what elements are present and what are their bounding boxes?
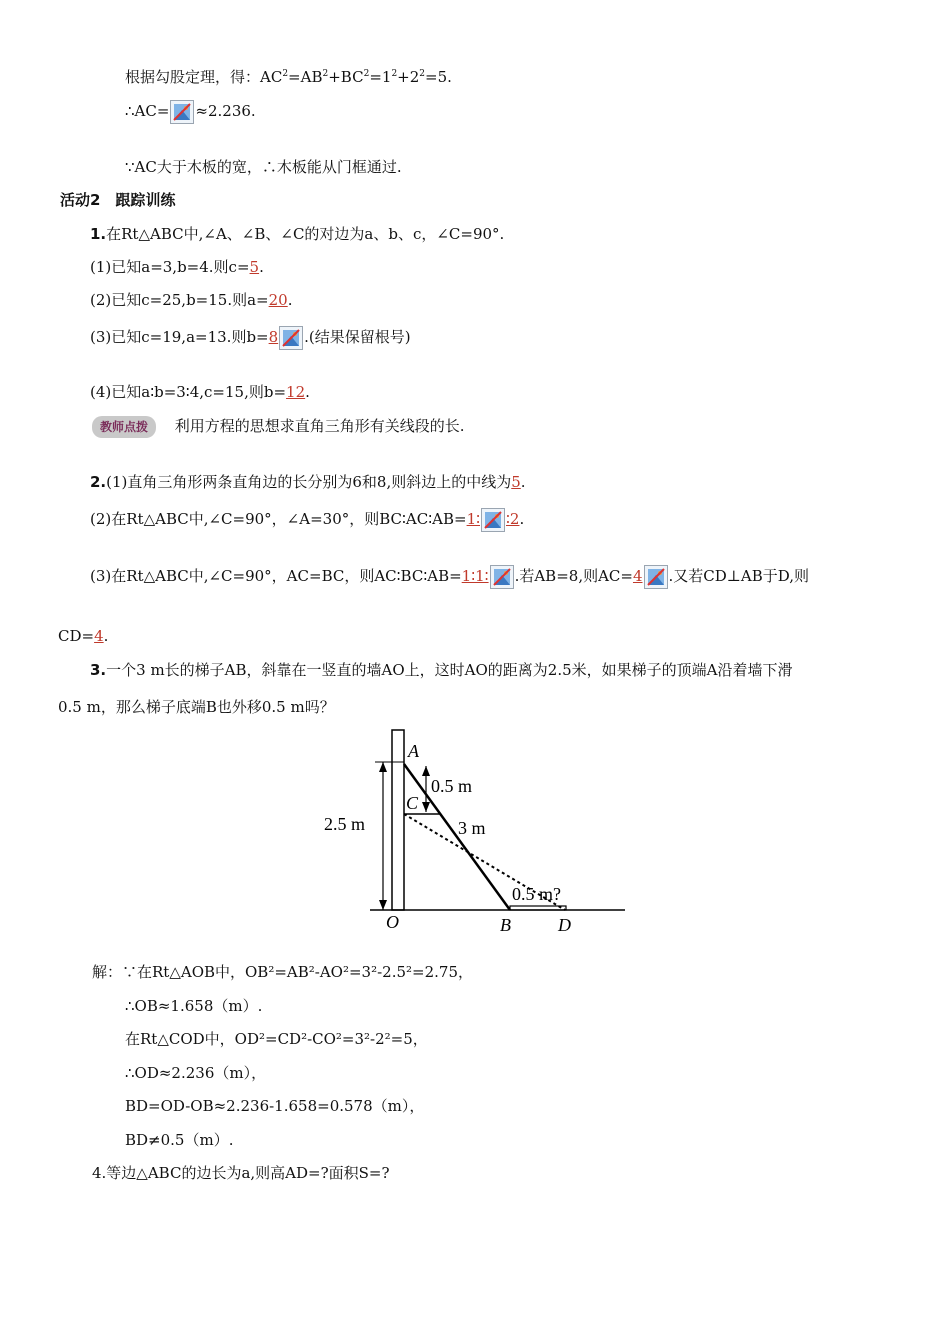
q1-part-2: (2)已知c=25,b=15.则a=20. bbox=[90, 291, 293, 309]
q1-part-3: (3)已知c=19,a=13.则b=8 .(结果保留根号) bbox=[90, 326, 411, 350]
activity-title: 活动2 跟踪训练 bbox=[60, 191, 176, 209]
label-D: D bbox=[558, 915, 571, 935]
label-0.5m: 0.5 m bbox=[431, 776, 473, 796]
label-2.5m: 2.5 m bbox=[324, 814, 366, 834]
ladder-figure bbox=[320, 728, 630, 943]
q4-text: 4.等边△ABC的边长为a,则高AD=?面积S=? bbox=[92, 1164, 390, 1182]
solution-line-1: 解：∵在Rt△AOB中，OB²=AB²-AO²=3²-2.5²=2.75， bbox=[92, 963, 474, 981]
q1-part-1: (1)已知a=3,b=4.则c=5. bbox=[90, 258, 264, 276]
q1-part-4: (4)已知a∶b=3∶4,c=15,则b=12. bbox=[90, 383, 310, 401]
solution-line-2: ∴OB≈1.658（m）. bbox=[125, 997, 263, 1015]
solution-line-4: ∴OD≈2.236（m）， bbox=[125, 1064, 267, 1082]
broken-image-icon bbox=[279, 326, 303, 350]
solution-line-3: 在Rt△COD中，OD²=CD²-CO²=3²-2²=5， bbox=[125, 1030, 428, 1048]
pythag-line-2: ∴AC= ≈2.236. bbox=[125, 100, 256, 124]
q3-stem-1: 3.一个3 m长的梯子AB，斜靠在一竖直的墙AO上，这时AO的距离为2.5米，如果梯子的顶端A沿着墙下滑 bbox=[90, 661, 793, 679]
label-O: O bbox=[386, 912, 399, 932]
q2-part-3-cont: CD=4. bbox=[58, 627, 109, 645]
wall bbox=[392, 730, 404, 910]
label-3m: 3 m bbox=[458, 818, 486, 838]
solution-line-5: BD=OD-OB≈2.236-1.658=0.578（m）， bbox=[125, 1097, 425, 1115]
q2-part-3: (3)在Rt△ABC中,∠C=90°，AC=BC，则AC∶BC∶AB=1∶1∶ .若AB=8,则AC=4 .又若CD⊥AB于D,则 bbox=[90, 565, 809, 589]
label-A: A bbox=[408, 741, 419, 761]
q2-part-2: (2)在Rt△ABC中,∠C=90°，∠A=30°，则BC∶AC∶AB=1∶ ∶2. bbox=[90, 508, 524, 532]
q3-stem-2: 0.5 m，那么梯子底端B也外移0.5 m吗？ bbox=[58, 698, 335, 716]
tip-badge: 教师点拨 bbox=[92, 416, 156, 438]
label-0.5m-question: 0.5 m? bbox=[512, 884, 561, 904]
broken-image-icon bbox=[490, 565, 514, 589]
broken-image-icon bbox=[644, 565, 668, 589]
q1-stem: 1.在Rt△ABC中,∠A、∠B、∠C的对边为a、b、c，∠C=90°. bbox=[90, 225, 505, 243]
segment-bd bbox=[510, 906, 566, 910]
pythag-line-1: 根据勾股定理，得：$AC^2=AB^2+BC^2=1^2+2^2=5$. bbox=[125, 68, 452, 86]
broken-image-icon bbox=[481, 508, 505, 532]
pythag-line-3: ∵AC大于木板的宽，∴木板能从门框通过. bbox=[125, 158, 402, 176]
broken-image-icon bbox=[170, 100, 194, 124]
label-C: C bbox=[406, 793, 419, 813]
teacher-tip: 教师点拨 利用方程的思想求直角三角形有关线段的长. bbox=[92, 416, 465, 438]
q2-part-1: 2.(1)直角三角形两条直角边的长分别为6和8,则斜边上的中线为5. bbox=[90, 473, 526, 491]
label-B: B bbox=[500, 915, 511, 935]
solution-line-6: BD≠0.5（m）. bbox=[125, 1131, 234, 1149]
